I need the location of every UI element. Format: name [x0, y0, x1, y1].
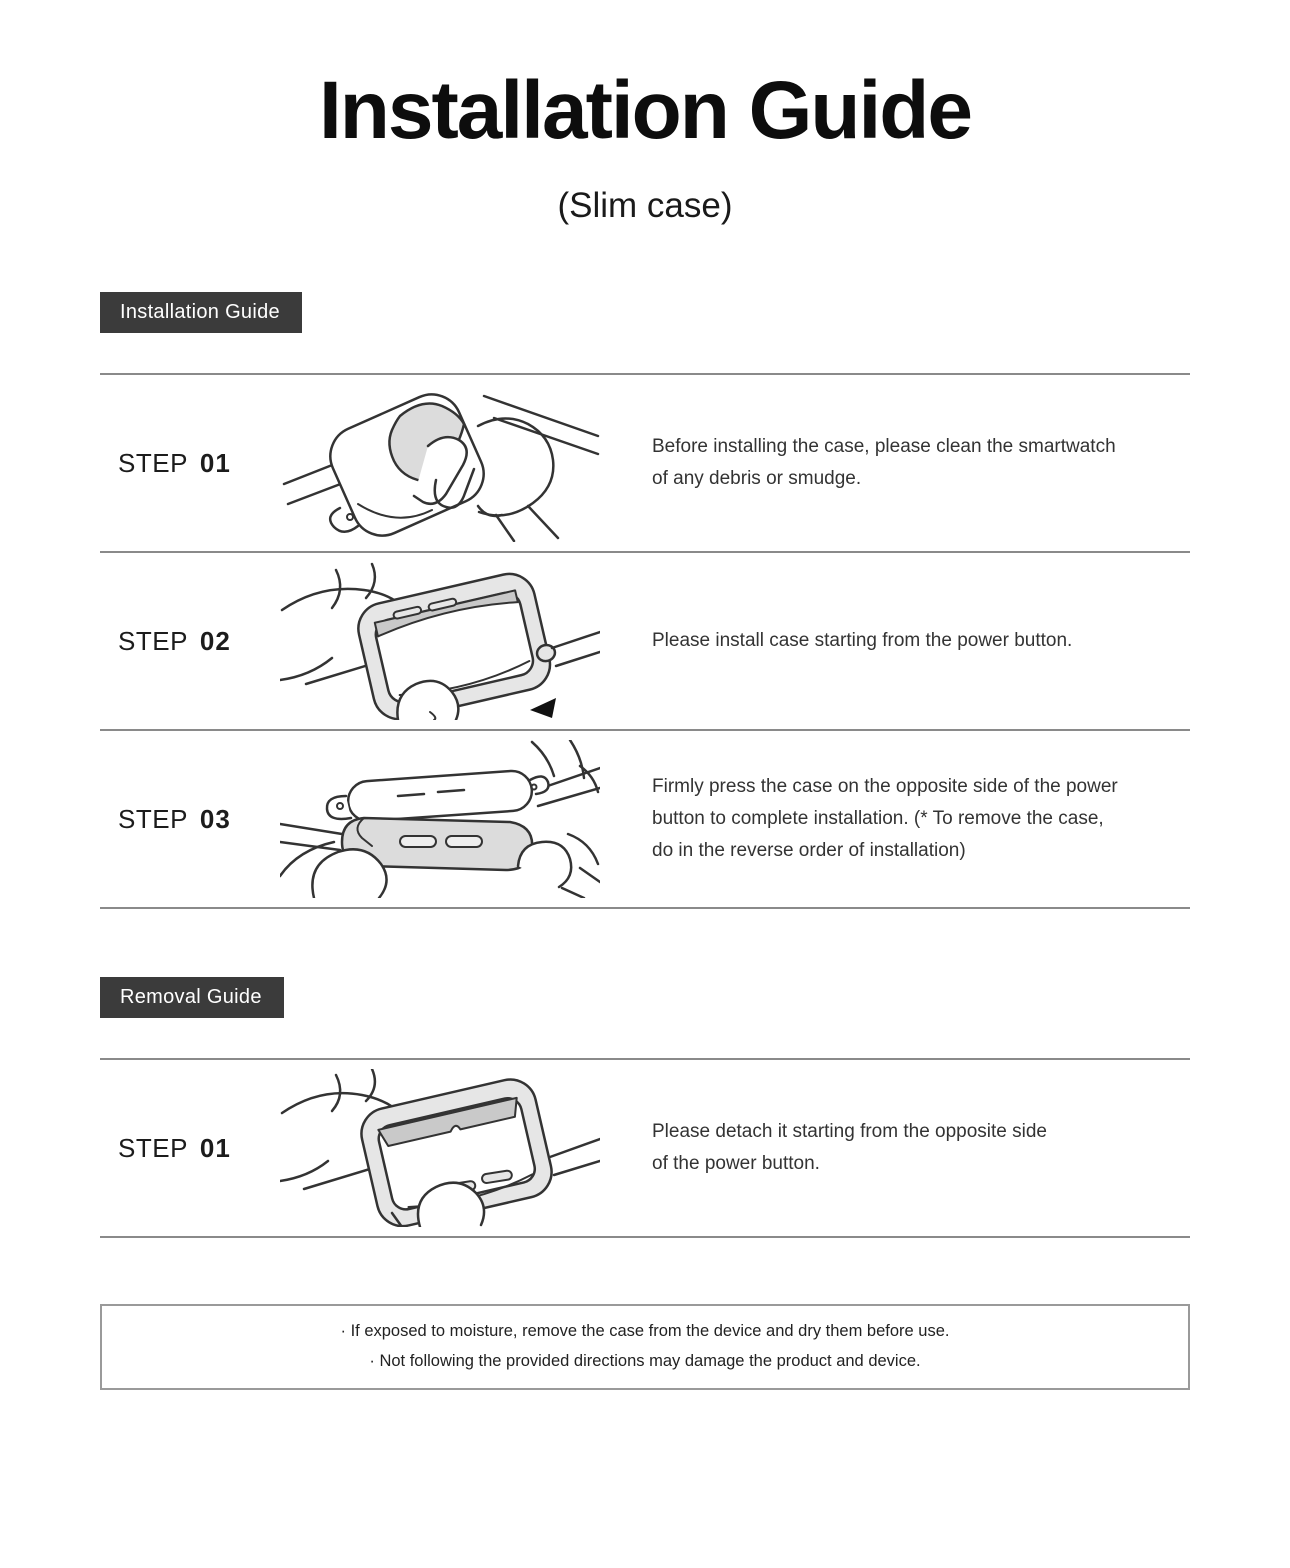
step-description — [652, 625, 1072, 657]
step-description — [652, 771, 1118, 867]
step-label — [100, 1133, 270, 1164]
installation-steps — [100, 373, 1190, 909]
step-number: 02 — [199, 625, 231, 656]
step-word: STEP — [118, 625, 188, 656]
step-number: 03 — [199, 803, 231, 834]
step-number: 01 — [199, 1132, 231, 1163]
illustration-clean-smartwatch — [270, 384, 610, 542]
removal-steps — [100, 1058, 1190, 1238]
content — [100, 292, 1190, 1390]
page-subtitle: (Slim case) — [557, 186, 733, 226]
description-line: Please detach it starting from the opposite side — [652, 1121, 1048, 1143]
description-line: of any debris or smudge. — [652, 468, 862, 490]
description-line: Before installing the case, please clean the smartwatch — [652, 436, 1116, 458]
description-line: of the power button. — [652, 1153, 820, 1175]
step-number: 01 — [199, 447, 231, 478]
step-row-install-01 — [100, 375, 1190, 553]
description-line: Firmly press the case on the opposite side of the power — [652, 776, 1118, 798]
description-line: button to complete installation. (* To remove the case, — [652, 808, 1104, 830]
page-title: Installation Guide — [319, 65, 971, 156]
illustration-detach-case-opposite-side — [270, 1069, 610, 1227]
step-word: STEP — [118, 803, 188, 834]
caution-note-box — [100, 1304, 1190, 1390]
step-row-removal-01 — [100, 1060, 1190, 1238]
removal-guide-badge: Removal Guide — [100, 977, 284, 1018]
description-line: do in the reverse order of installation) — [652, 840, 966, 862]
step-description — [652, 431, 1116, 495]
step-description — [652, 1116, 1047, 1180]
note-line: · If exposed to moisture, remove the case from the device and dry them before use. — [340, 1322, 950, 1341]
illustration-install-case-from-power-button — [270, 562, 610, 720]
removal-badge-row — [100, 977, 1190, 1018]
step-label — [100, 448, 270, 479]
installation-badge-row — [100, 292, 1190, 333]
illustration-press-case-opposite-side — [270, 740, 610, 898]
installation-guide-page — [0, 65, 1290, 1568]
note-line: · Not following the provided directions may damage the product and device. — [369, 1352, 921, 1371]
step-row-install-02 — [100, 553, 1190, 731]
step-label — [100, 804, 270, 835]
step-word: STEP — [118, 447, 188, 478]
step-word: STEP — [118, 1132, 188, 1163]
step-row-install-03 — [100, 731, 1190, 909]
installation-guide-badge: Installation Guide — [100, 292, 302, 333]
step-label — [100, 626, 270, 657]
description-line: Please install case starting from the power button. — [652, 630, 1073, 652]
